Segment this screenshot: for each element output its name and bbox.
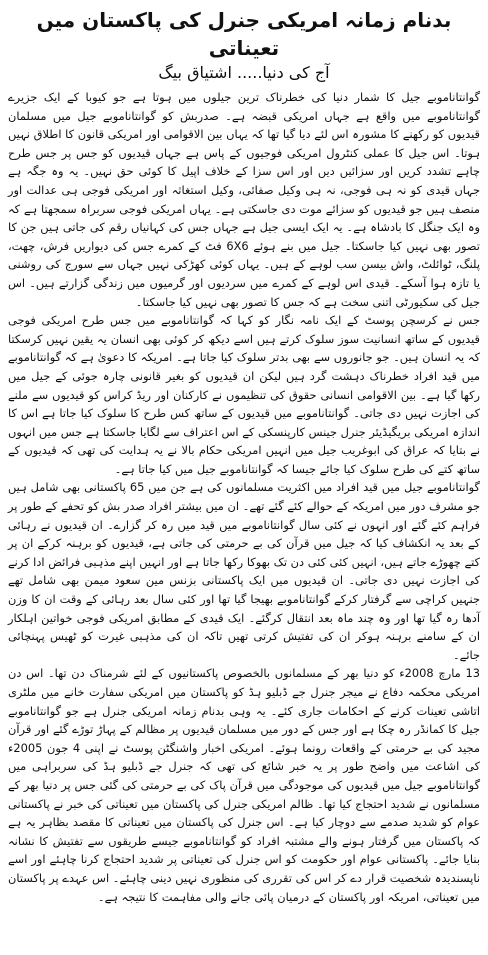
article-paragraph: گوانتاناموبے جیل میں قید افراد میں اکثریت مسلمانوں کی ہے جن میں 65 پاکستانی بھی شامل ہیں جو مشرف دور میں امریکہ کے حوالے کئے گئے تھے۔ ان میں بیشتر افراد صدر بش کو تحفے کے طور پر فراہم کئے گئے اور انہوں نے کئی سال گوانتاناموبے میں قید میں رہ کر گزارے۔ ان قیدیوں نے رہائی کے بعد یہ انکشاف کیا کہ جیل میں قرآن کی بے حرمتی کی جاتی ہے، قیدیوں کو برہنہ کرکے ان پر کتے چھوڑے جاتے ہیں، انہیں کئی کئی دن تک بھوکا رکھا جاتا ہے اور انہیں اپنے مذہبی فرائض ادا کرنے کی اجازت نہیں دی جاتی۔ ان قیدیوں میں ایک پاکستانی بزنس مین سعود میمن بھی شامل تھے جنہیں کراچی سے گرفتار کرکے گوانتاناموبے بھیجا گیا تھا اور کئی سال بعد رہائی کے وقت ان کا وزن آدھا رہ گیا تھا اور وہ چند ماہ بعد انتقال کرگئے۔ ایک قیدی کے مطابق امریکی فوجی خواتین اہلکار ان کے سامنے برہنہ ہوکر ان کی تفتیش کرتی تھیں تاکہ ان کی مذہبی غیرت کو ٹھیس پہنچائی جائے۔	[8, 480, 480, 662]
article-paragraph: 13 مارچ 2008ء کو دنیا بھر کے مسلمانوں بالخصوص پاکستانیوں کے لئے شرمناک دن تھا۔ اس دن امریکی محکمہ دفاع نے میجر جنرل جے ڈبلیو ہڈ کو پاکستان میں امریکی سفارت خانے میں ملٹری اتاشی تعینات کرنے کے احکامات جاری کئے۔ یہ وہی بدنام زمانہ امریکی جنرل ہے جو گوانتاناموبے جیل کا کمانڈر رہ چکا ہے اور جس کے دور میں مسلمان قیدیوں پر مظالم کے پہاڑ توڑے گئے اور قرآن مجید کی بے حرمتی کے واقعات رونما ہوئے۔ امریکی اخبار واشنگٹن پوسٹ نے اپنی 4 جون 2005ء کی اشاعت میں واضح طور پر یہ خبر شائع کی تھی کہ جنرل جے ڈبلیو ہڈ کی سربراہی میں گوانتاناموبے جیل میں قیدیوں کی موجودگی میں قرآن پاک کی بے حرمتی کی گئی جس پر دنیا بھر کے مسلمانوں نے شدید احتجاج کیا تھا۔ ظالم امریکی جنرل کی پاکستان میں تعیناتی کی خبر نے پاکستانی عوام کو شدید صدمے سے دوچار کیا ہے۔ اس جنرل کی پاکستان میں تعیناتی کا مقصد بظاہر یہ ہے کہ پاکستان میں گرفتار ہونے والے مشتبہ افراد کو گوانتاناموبے جیسے طریقوں سے تفتیش کا نشانہ بنایا جائے۔ پاکستانی عوام اور حکومت کو اس جنرل کی تعیناتی پر شدید احتجاج کرنا چاہئے اور اسے ناپسندیدہ شخصیت قرار دے کر اس کی تقرری کی منظوری نہیں دینی چاہئے۔ اس عہدے پر پاکستان میں تعیناتی، امریکہ اور پاکستان کے درمیان پائی جانے والی مفاہمت کا نتیجہ ہے۔	[8, 666, 481, 904]
article-paragraph: گوانتاناموبے جیل کا شمار دنیا کی خطرناک ترین جیلوں میں ہوتا ہے جو کیوبا کے ایک جزیرے گوانتاناموبے میں واقع ہے جہاں امریکی قبضہ ہے۔ صدربش کو گوانتاناموبے جیل میں مسلمان قیدیوں کو رکھنے کا مشورہ اس لئے دیا گیا تھا کہ یہاں بین الاقوامی اور امریکی قانون کا اطلاق نہیں ہوتا۔ اس جیل کا عملی کنٹرول امریکی فوجیوں کے پاس ہے جہاں قیدیوں کو جس پر جس طرح چاہے تشدد کریں اور سزائیں دیں اور اس سزا کے خلاف اپیل کا کوئی حق نہیں۔ یہ وہ جگہ ہے جہاں قیدی کو نہ ہی فوجی، نہ ہی وکیل صفائی، وکیل استغاثہ اور امریکی فوجی ہی عدالت اور منصف ہیں جو قیدیوں کو سزائے موت دی جاسکتی ہے۔ یہاں امریکی فوجی سربراہ سمجھتا ہے کہ وہ ایک جنگل کا بادشاہ ہے۔ یہ ایک ایسی جیل ہے جہاں جس کی کہانیاں رقم کی جاتی ہیں جن کا تصور بھی نہیں کیا جاسکتا۔ جیل میں بنے ہوئے 6X6 فٹ کے کمرے جس کی دیواریں فرش، چھت، پلنگ، ٹوائلٹ، واش بیسن سب لوہے کے ہیں۔ یہاں کوئی کھڑکی نہیں جہاں سے سورج کی روشنی یا تازہ ہوا آسکے۔ قیدی اس لوہے کے کمرے میں سردیوں اور گرمیوں میں زندگی گزارتے ہیں۔ اس جیل کی سکیورٹی اتنی سخت ہے کہ جس کا تصور بھی نہیں کیا جاسکتا۔	[8, 90, 480, 309]
article-body	[8, 88, 480, 906]
article-paragraph: جس نے کرسچن پوسٹ کے ایک نامہ نگار کو کہا کہ گوانتاناموبے میں جس طرح امریکی فوجی قیدیوں کے ساتھ انسانیت سوز سلوک کرتے ہیں اسے دیکھ کر کوئی بھی انسان یہ یقین نہیں کرسکتا کہ یہ انسان ہیں۔ جو جانوروں سے بھی بدتر سلوک کیا جاتا ہے۔ امریکہ کا دعویٰ ہے کہ گوانتاناموبے میں قید افراد خطرناک دہشت گرد ہیں لیکن ان قیدیوں کو بغیر قانونی چارہ جوئی کے جیل میں رکھا گیا ہے۔ بین الاقوامی انسانی حقوق کی تنظیموں نے کارکنان اور ریڈ کراس کو قیدیوں سے ملنے کی اجازت نہیں دی جاتی۔ گوانتاناموبے میں قیدیوں کے ساتھ کس طرح کا سلوک کیا جاتا ہے اس کا اندازہ امریکی بریگیڈیئر جنرل جینس کارپنسکی کے اس اعتراف سے لگایا جاسکتا ہے جس میں انہوں نے بتایا کہ عراق کی ابوغریب جیل میں انہیں امریکی حکام بالا نے یہ ہدایت کی تھی کہ قیدیوں کے ساتھ کتے کی طرح سلوک کیا جائے جیسا کہ گوانتاناموبے جیل میں کیا جاتا ہے۔	[8, 313, 480, 476]
article-headline: بدنام زمانہ امریکی جنرل کی پاکستان میں تعیناتی	[36, 8, 452, 60]
article-byline: آج کی دنیا..... اشتیاق بیگ	[158, 63, 330, 82]
